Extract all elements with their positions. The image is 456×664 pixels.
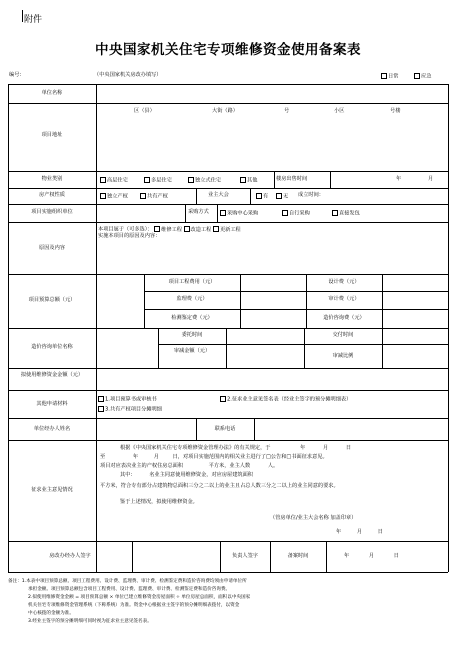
consult-fee-label: 造价咨询费（元） <box>323 315 365 321</box>
handler-name-label: 单位经办人姓名 <box>33 426 71 432</box>
checkbox[interactable] <box>144 177 150 183</box>
om-3-option[interactable]: 3.共有产权项目分摊明细 <box>98 406 162 413</box>
rt-modify-option[interactable]: 改造工程 <box>184 227 212 233</box>
checkbox-urgent[interactable] <box>414 73 420 79</box>
opinion-line-4: 其中： 名业主同意使用维修资金，对应房屋建筑面积 <box>120 472 253 478</box>
note-2: 2.拟使用维修资金金额 = 项目预算总额 × 单位已建立维修资金房屋面积 ÷ 单位房屋总面积，面积以中央国家 <box>28 595 251 600</box>
checkbox[interactable] <box>332 210 338 216</box>
sale-year: 年 <box>396 176 402 182</box>
option-daily[interactable]: 日常 <box>381 73 398 80</box>
pm-direct-option[interactable]: 直接发包 <box>332 210 360 217</box>
opinion-date: 年 月 日 <box>336 529 383 535</box>
project-address-field[interactable] <box>98 118 446 170</box>
office-handler-label: 房改办经办人签字 <box>49 553 91 559</box>
project-address-label: 项目地址 <box>41 132 63 138</box>
checkbox[interactable] <box>98 396 104 402</box>
checkbox[interactable] <box>276 193 282 199</box>
notes <box>8 578 448 626</box>
opinion-line-1: 根据《中央国家机关住宅专项维修资金管理办法》的有关规定，于 年 月 日 <box>120 445 352 451</box>
audit-ratio-label: 审减比例 <box>332 353 354 359</box>
text-cursor <box>22 10 23 22</box>
attachment-label: 附件 <box>24 15 43 25</box>
note-2c: 中心核拨的金额为准。 <box>28 611 74 616</box>
checkbox[interactable] <box>220 396 226 402</box>
sale-month: 月 <box>428 176 434 182</box>
delivery-time-label: 交付时间 <box>332 332 354 338</box>
leader-sign-label: 负责人签字 <box>232 553 258 559</box>
addr-no: 号 <box>284 108 290 114</box>
checkbox[interactable] <box>184 226 190 232</box>
reason-detail-field[interactable] <box>98 242 446 272</box>
committee-yes-option[interactable]: 有 <box>256 193 268 200</box>
testing-fee-label: 检测鉴定费（元） <box>171 315 213 321</box>
checkbox[interactable] <box>100 177 106 183</box>
filing-date: 年 月 日 <box>344 553 399 559</box>
design-fee-label: 设计费（元） <box>328 279 360 285</box>
engineering-cost-label: 项目工程费用（元） <box>168 279 216 285</box>
addr-building: 号楼 <box>390 108 401 114</box>
unit-name-label: 单位名称 <box>41 90 63 96</box>
serial-label: 编号： <box>9 72 25 78</box>
owner-opinion-label: 征求业主意见情况 <box>31 487 73 493</box>
property-type-label: 物业类别 <box>41 176 63 182</box>
checkbox[interactable] <box>100 193 106 199</box>
organizer-label: 项目实施组织单位 <box>31 209 73 215</box>
other-materials-label: 其他申请材料 <box>36 401 68 407</box>
checkbox[interactable] <box>98 406 104 412</box>
pt-mid-option[interactable]: 多层住宅 <box>144 177 172 184</box>
note-1b: 承担金额。项目预算总额包含项目工程费用、设计费、监理费、审计费、检测鉴定费和造价咨询费。 <box>28 587 231 592</box>
note-2b: 机关住宅专项维修资金管理系统（下称系统）为准。资金中心根据业主签字的预分摊明细表拨付，以资金 <box>28 603 240 608</box>
addr-street: 大街（路） <box>212 108 238 114</box>
reason-label: 原因及内容 <box>39 245 65 251</box>
unit-name-field[interactable] <box>98 86 446 102</box>
checkbox[interactable] <box>220 210 226 216</box>
opinion-sign: （管房单位/业主大会名称 加盖印章） <box>270 515 357 521</box>
checkbox[interactable] <box>154 226 160 232</box>
om-2-option[interactable]: 2.征求业主意见签名表（经业主签字的预分摊明细表） <box>220 396 351 403</box>
supervision-fee-label: 监理费（元） <box>176 296 208 302</box>
opinion-line-6: 鉴于上述情况，拟使用维修资金。 <box>120 499 198 505</box>
checkbox[interactable] <box>213 226 219 232</box>
contact-phone-field[interactable] <box>256 420 446 439</box>
organizer-field[interactable] <box>98 206 184 221</box>
opinion-line-3: 项目对应表决业主的产权住房总面积 平方米，业主人数 人。 <box>100 463 279 469</box>
pm-self-option[interactable]: 自行采购 <box>282 210 310 217</box>
committee-no-option[interactable]: 无 <box>276 193 288 200</box>
option-urgent[interactable]: 应急 <box>414 73 431 80</box>
reason-detail-label: 实施本项目的原因及内容： <box>98 233 161 239</box>
note-3: 3.经业主签字的预分摊明细可同时视为征求业主意见签名表。 <box>28 619 152 624</box>
handler-name-field[interactable] <box>98 420 194 439</box>
checkbox[interactable] <box>188 177 194 183</box>
contact-phone-label: 联系电话 <box>214 426 236 432</box>
pt-other-option[interactable]: 其他 <box>240 177 257 184</box>
om-1-option[interactable]: 1.项目预算书或审核书 <box>98 396 157 403</box>
budget-total-field[interactable] <box>98 276 142 326</box>
consult-unit-label: 造价咨询单位名称 <box>31 344 73 350</box>
addr-community: 小区 <box>334 108 345 114</box>
ownership-label: 房产权性质 <box>39 192 65 198</box>
purchase-method-label: 采购方式 <box>188 209 209 215</box>
note-1: 备注：1.本表中项目预算总额、项目工程费用、设计费、监理费、审计费、检测鉴定费和造价咨询费均须由申请单位所 <box>8 579 247 584</box>
checkbox[interactable] <box>140 193 146 199</box>
audit-amount-label: 审减金额（元） <box>173 348 211 354</box>
audit-fee-label: 审计费（元） <box>328 296 360 302</box>
established-label: 成立时间： <box>298 192 324 198</box>
sale-date-label: 楼房出售时间 <box>276 176 308 182</box>
commission-time-label: 委托时间 <box>181 332 203 338</box>
pt-multi-option[interactable]: 高层住宅 <box>100 177 128 184</box>
rt-update-option[interactable]: 更新工程 <box>213 227 241 233</box>
pm-center-option[interactable]: 采购中心采购 <box>220 210 258 217</box>
own-private-option[interactable]: 独立产权 <box>100 193 128 200</box>
filing-time-label: 备案时间 <box>287 553 309 559</box>
owner-committee-label: 业主大会 <box>208 192 229 198</box>
budget-total-label: 项目预算总额（元） <box>28 297 76 303</box>
reason-types-line: 本项目属于（可多选）： 维修工程 改造工程 更新工程 <box>98 226 241 233</box>
checkbox[interactable] <box>282 210 288 216</box>
pt-single-option[interactable]: 独立式住宅 <box>188 177 221 184</box>
opinion-line-2: 至 年 月 日，对项目实施范围内的相关业主进行了□公告和□书面征求意见。 <box>100 454 328 460</box>
own-shared-option[interactable]: 共有产权 <box>140 193 168 200</box>
checkbox[interactable] <box>240 177 246 183</box>
proposed-amount-label: 拟使用维修资金金额（元） <box>20 372 84 378</box>
addr-district: 区（县） <box>134 108 155 114</box>
rt-repair-option[interactable]: 维修工程 <box>154 227 182 233</box>
opinion-line-5: 平方米，符合专有部分占建筑物总面积三分之二以上的业主且占总人数三分之二以上的业主同意的要求。 <box>100 483 339 489</box>
checkbox[interactable] <box>256 193 262 199</box>
owner-hint: （中央国家机关房改办填写） <box>94 72 162 78</box>
checkbox-daily[interactable] <box>381 73 387 79</box>
proposed-amount-field[interactable] <box>98 370 446 389</box>
page-title: 中央国家机关住宅专项维修资金使用备案表 <box>95 42 361 58</box>
